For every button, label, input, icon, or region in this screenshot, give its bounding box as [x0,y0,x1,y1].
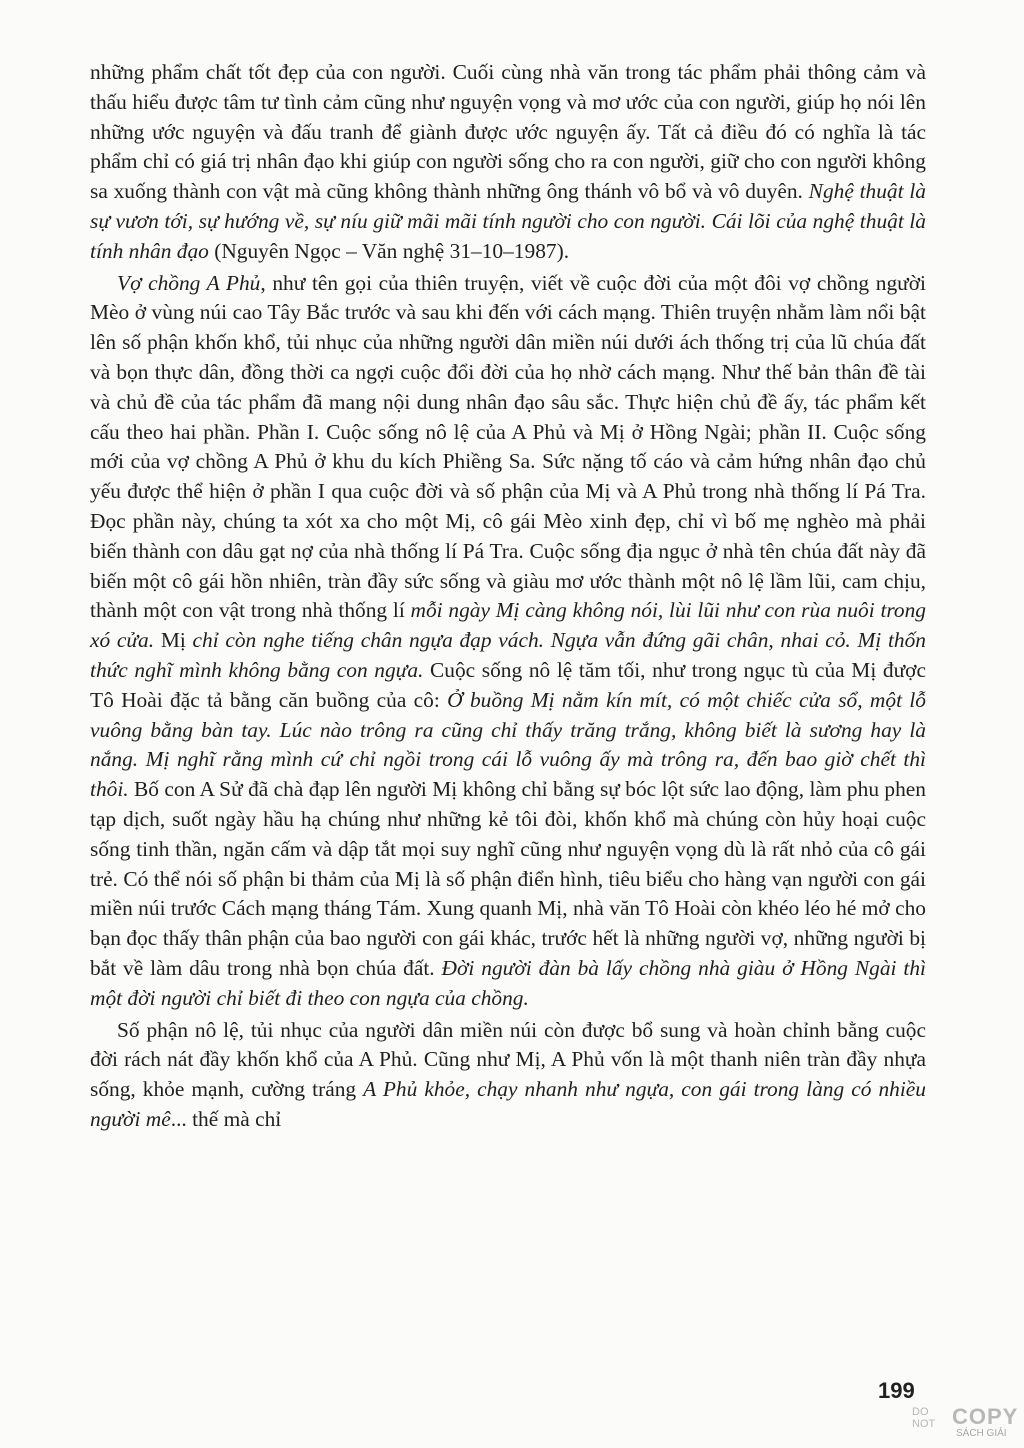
italic-quote: Đời người đàn bà lấy chồng nhà giàu ở Hồng Ngài thì một đời người chỉ biết đi theo con ngựa của chồng. [90,955,926,1010]
text-run: Số phận nô lệ, tủi nhục của người dân miền núi còn được bổ sung và hoàn chỉnh bằng cuộc đời rách nát đầy khốn khổ của A Phủ. Cũng như Mị, A Phủ vốn là một thanh niên tràn đầy nhựa sống, khỏe mạnh, cường tráng [90,1017,926,1102]
watermark-main-text: COPY [952,1404,1019,1429]
italic-quote: chỉ còn nghe tiếng chân ngựa đạp vách. Ngựa vẫn đứng gãi chân, nhai cỏ. Mị thốn thức nghĩ mình không bằng con ngựa. [90,628,926,682]
italic-quote: Ở buồng Mị nằm kín mít, có một chiếc cửa sổ, một lỗ vuông bằng bàn tay. Lúc nào trông ra cũng chỉ thấy trăng trắng, không biết là sương hay là nắng. Mị nghĩ rằng mình cứ chỉ ngồi trong cái lỗ vuông ấy mà trông ra, đến bao giờ chết thì thôi. [90,687,927,802]
watermark-logo [912,1406,1022,1446]
italic-title: Vợ chồng A Phủ [117,270,261,295]
paragraph-2 [90,269,926,1014]
text-run: những phẩm chất tốt đẹp của con người. Cuối cùng nhà văn trong tác phẩm phải thông cảm và thấu hiểu được tâm tư tình cảm cũng như nguyện vọng và mơ ước của con người, giúp họ nói lên những ước nguyện và đấu tranh để giành được ước nguyện ấy. Tất cả điều đó có nghĩa là tác phẩm chỉ có giá trị nhân đạo khi giúp con người sống cho ra con người, giữ cho con người không sa xuống thành con vật mà cũng không thành những ông thánh vô bổ và vô duyên. [90,60,926,204]
text-run: Mị [154,628,193,653]
italic-quote: Nghệ thuật là sự vươn tới, sự hướng về, sự níu giữ mãi mãi tính người cho con người. Cái lõi của nghệ thuật là tính nhân đạo [90,179,926,263]
text-run: Cuộc sống nô lệ tăm tối, như trong ngục tù của Mị được Tô Hoài đặc tả bằng căn buồng của cô: [90,657,926,712]
italic-quote: mỗi ngày Mị càng không nói, lùi lũi như con rùa nuôi trong xó cửa. [90,598,926,653]
page-number: 199 [878,1378,915,1403]
text-run: ... thế mà chỉ [170,1106,282,1131]
paragraph-1 [90,58,926,267]
text-run: Bố con A Sử đã chà đạp lên người Mị không chỉ bằng sự bóc lột sức lao động, làm phu phen tạp dịch, suốt ngày hầu hạ chúng như những kẻ tôi đòi, khốn khổ mà chúng còn hủy hoại cuộc sống tinh thần, ngăn cấm và dập tắt mọi suy nghĩ cũng như nguyện vọng dù là rất nhỏ của cô gái trẻ. Có thể nói số phận bi thảm của Mị là số phận điển hình, tiêu biểu cho hàng vạn người con gái miền núi trước Cách mạng tháng Tám. Xung quanh Mị, nhà văn Tô Hoài còn khéo léo hé mở cho bạn đọc thấy thân phận của bao người con gái khác, trước hết là những người vợ, những người bị bắt về làm dâu trong nhà bọn chúa đất. [90,777,926,980]
document-body [90,58,926,1135]
text-run: , như tên gọi của thiên truyện, viết về cuộc đời của một đôi vợ chồng người Mèo ở vùng núi cao Tây Bắc trước và sau khi đến với cách mạng. Thiên truyện nhằm làm nổi bật lên số phận khốn khổ, tủi nhục của những người dân miền núi dưới ách thống trị của lũ chúa đất và bọn thực dân, đồng thời ca ngợi cuộc đổi đời của họ nhờ cách mạng. Như thế bản thân đề tài và chủ đề của tác phẩm đã mang nội dung nhân đạo sâu sắc. Thực hiện chủ đề ấy, tác phẩm kết cấu theo hai phần. Phần I. Cuộc sống nô lệ của A Phủ và Mị ở Hồng Ngài; phần II. Cuộc sống mới của vợ chồng A Phủ ở khu du kích Phiềng Sa. Sức nặng tố cáo và cảm hứng nhân đạo chủ yếu được thể hiện ở phần I qua cuộc đời và số phận của Mị và A Phủ trong nhà thống lí Pá Tra. Đọc phần này, chúng ta xót xa cho một Mị, cô gái Mèo xinh đẹp, chỉ vì bố mẹ nghèo mà phải biến thành con dâu gạt nợ của nhà thống lí Pá Tra. Cuộc sống địa ngục ở nhà tên chúa đất này đã biến một cô gái hồn nhiên, tràn đầy sức sống và giàu mơ ước thành một nô lệ lầm lũi, cam chịu, thành một con vật trong nhà thống lí [90,270,926,623]
watermark-left-text: DO NOT [912,1406,936,1430]
text-run: (Nguyên Ngọc – Văn nghệ 31–10–1987). [208,238,570,263]
paragraph-3 [90,1016,926,1135]
watermark-sub-text: SÁCH GIẢI [956,1428,1007,1439]
italic-quote: A Phủ khỏe, chạy nhanh như ngựa, con gái trong làng có nhiều người mê [90,1077,926,1131]
